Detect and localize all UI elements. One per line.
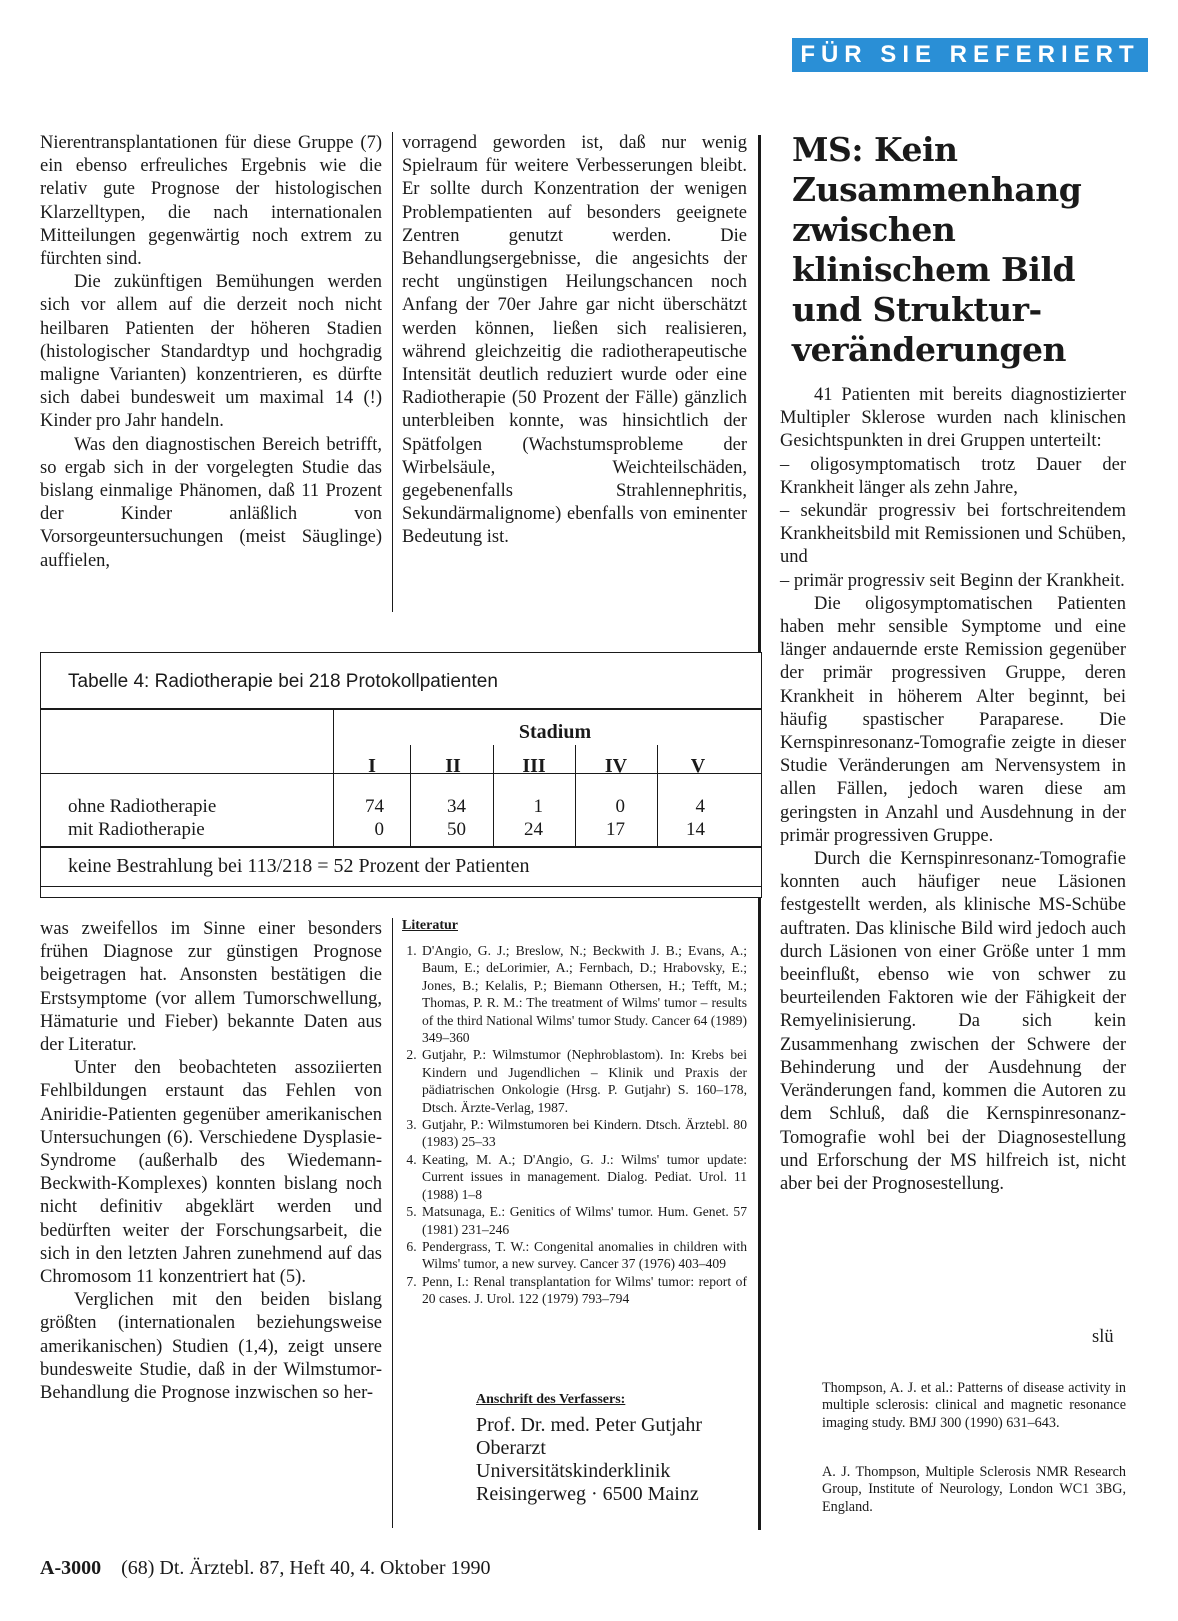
sidebar-headline: MS: Kein Zusammenhang zwischen klinischem Bild und Struktur-veränderungen [792,130,1082,369]
table-row-label: mit Radiotherapie [68,819,205,840]
table-cell: 24 [524,819,543,840]
table-column-header: IV [604,755,628,777]
table-rule [41,886,761,887]
table-column-header: II [445,755,461,777]
table-rule [41,708,761,710]
page-number: A-3000 [40,1557,102,1579]
paragraph: Was den diagnostischen Bereich betrifft, so ergab sich in der vorgelegten Studie das bislang einmalige Phänomen, daß 11 Prozent der Kinder anläßlich von Vorsorgeuntersuchungen (meist Säuglinge) auffielen, [40,434,382,571]
table-column-rule [493,745,494,846]
table-column-rule [575,745,576,846]
table-column-header: V [690,755,706,777]
literature-item: 1. D'Angio, G. J.; Breslow, N.; Beckwith J. B.; Evans, A.; Baum, E.; deLorimier, A.; Fernbach, D.; Hrabovsky, E.; Jones, B.; Kelalis, P.; Biemann Othersen, H.; Tefft, M.; Thomas, P. R. M.: The treatment of Wilms' tumor – results of the third National Wilms' tumor Study. Cancer 64 (1989) 349–360 [420,942,747,1046]
paragraph: Die oligosymptomatischen Patienten haben mehr sensible Symptome und eine länger andauernde erste Remission gegenüber der primär progressiven Gruppe, deren Krankheit in höherem Alter beginnt, bei häufig spastischer Paraparese. Die Kernspinresonanz-Tomografie zeigte in dieser Studie Veränderungen am Nervensystem in allen Fällen, jedoch waren diese am geringsten in Anzahl und Ausdehnung in der primär progressiven Gruppe. [780,593,1126,846]
page-footer [40,1557,490,1580]
column-divider [392,918,393,1528]
table-title: Tabelle 4: Radiotherapie bei 218 Protokollpatienten [68,671,498,692]
literature-heading: Literatur [402,918,458,933]
table-cell: 34 [447,796,466,817]
table-column-header: III [522,755,546,777]
list-item: – sekundär progressiv bei fortschreitendem Krankheitsbild mit Remissionen und Schüben, und [780,501,1126,568]
table-cell: 0 [374,819,384,840]
author-address [476,1414,756,1506]
literature-item: 2. Gutjahr, P.: Wilmstumor (Nephroblastom). In: Krebs bei Kindern und Jugendlichen – Klinik und Praxis der pädiatrischen Onkologie (Hrsg. P. Gutjahr) S. 160–178, Dtsch. Ärzte-Verlag, 1987. [420,1046,747,1116]
table-footer: keine Bestrahlung bei 113/218 = 52 Prozent der Patienten [68,855,530,877]
table-column-rule [333,710,334,846]
table-cell: 0 [615,796,625,817]
journal-citation: (68) Dt. Ärztebl. 87, Heft 40, 4. Oktober 1990 [121,1557,491,1579]
literature-item: 5. Matsunaga, E.: Genitics of Wilms' tumor. Hum. Genet. 57 (1981) 231–246 [420,1203,747,1238]
paragraph: 41 Patienten mit bereits diagnostizierter Multipler Sklerose wurden nach klinischen Gesichtspunkten in drei Gruppen unterteilt: [780,385,1126,452]
table-column-rule [410,745,411,846]
list-item: – primär progressiv seit Beginn der Krankheit. [780,570,1125,591]
column-2-top [402,132,747,550]
paragraph: Nierentransplantationen für diese Gruppe (7) ein ebenso erfreuliches Ergebnis wie die relativ gute Prognose der histologischen Klarzelltypen, die nach internationalen Mitteilungen gegenwärtig noch extrem zu fürchten sind. [40,133,382,270]
column-1-bottom [40,918,382,1405]
table-group-header: Stadium [518,721,592,743]
table-column-rule [657,745,658,846]
table-cell: 74 [365,796,384,817]
paragraph: Durch die Kernspinresonanz-Tomografie konnten auch häufiger neue Läsionen festgestellt werden, als klinische MS-Schübe auftraten. Das klinische Bild wird jedoch auch durch Läsionen von einer Größe unter 1 mm beeinflußt, ebenso wie von schwer zu beurteilenden Faktoren wie der Fähigkeit der Remyelinisierung. Da sich kein Zusammenhang zwischen der Schwere der Behinderung und der Ausdehnung der Veränderungen fand, kommen die Autoren zu dem Schluß, daß die Kernspinresonanz-Tomografie wohl bei der Diagnosestellung und Erforschung der MS hilfreich ist, nicht aber bei der Prognosestellung. [780,849,1126,1194]
table-cell: 14 [686,819,705,840]
address-line: Prof. Dr. med. Peter Gutjahr [476,1414,703,1436]
sidebar-reference: A. J. Thompson, Multiple Sclerosis NMR Research Group, Institute of Neurology, London WC1 3BG, England. [822,1464,1126,1515]
literature-item: 7. Penn, I.: Renal transplantation for Wilms' tumor: report of 20 cases. J. Urol. 122 (1979) 793–794 [420,1273,747,1308]
address-heading: Anschrift des Verfassers: [476,1392,626,1407]
column-1-top [40,132,382,573]
paragraph: vorragend geworden ist, daß nur wenig Spielraum für weitere Verbesserungen bleibt. Er sollte durch Konzentration der wenigen Problempatienten auf besonders geeignete Zentren genutzt werden. Die Behandlungsergebnisse, die angesichts der recht ungünstigen Heilungschancen noch Anfang der 70er Jahre gar nicht überschätzt werden können, ließen sich realisieren, während gleichzeitig die radiotherapeutische Intensität deutlich reduziert wurde oder eine Radiotherapie (50 Prozent der Fälle) gänzlich unterbleiben konnte, was hinsichtlich der Spätfolgen (Wachstumsprobleme der Wirbelsäule, Weichteilschäden, gegebenenfalls Strahlennephritis, Sekundärmalignome) ebenfalls von eminenter Bedeutung ist. [402,133,747,548]
address-line: Reisingerweg · 6500 Mainz [476,1483,699,1505]
sidebar-body [780,384,1126,1196]
literature-item: 4. Keating, M. A.; D'Angio, G. J.: Wilms' tumor update: Current issues in management. Dialog. Pediat. Urol. 11 (1988) 1–8 [420,1151,747,1203]
paragraph: Die zukünftigen Bemühungen werden sich vor allem auf die derzeit noch nicht heilbaren Patienten der höheren Stadien (histologischer Standardtyp und hochgradig maligne Varianten) konzentrieren, es dürfte sich dabei bundesweit um maximal 14 (!) Kinder pro Jahr handeln. [40,272,382,432]
column-divider [392,132,393,612]
table-cell: 50 [447,819,466,840]
address-line: Oberarzt [476,1437,546,1459]
literature-list [402,942,747,1308]
paragraph: Unter den beobachteten assoziierten Fehlbildungen erstaunt das Fehlen von Aniridie-Patienten gegenüber amerikanischen Untersuchungen (6). Verschiedene Dysplasie-Syndrome (außerhalb des Wiedemann-Beckwith-Komplexes) konnten bislang noch nicht definitiv abgeklärt werden und bedürften weiter der Forschungsarbeit, die sich in den letzten Jahren zunehmend auf das Chromosom 11 konzentriert hat (5). [40,1058,382,1288]
literature-item: 3. Gutjahr, P.: Wilmstumoren bei Kindern. Dtsch. Ärztebl. 80 (1983) 25–33 [420,1116,747,1151]
author-signature: slü [1092,1327,1114,1347]
paragraph: Verglichen mit den beiden bislang größten (internationalen beziehungsweise amerikanischen) Studien (1,4), zeigt unsere bundesweite Studie, daß in der Wilmstumor-Behandlung die Prognose inzwischen so her- [40,1290,382,1404]
table-cell: 4 [695,796,705,817]
section-banner: FÜR SIE REFERIERT [792,38,1148,72]
table-row-label: ohne Radiotherapie [68,796,217,817]
table-cell: 1 [533,796,543,817]
paragraph: was zweifellos im Sinne einer besonders frühen Diagnose zur günstigen Prognose beigetragen hat. Ansonsten bestätigen die Erstsymptome (vor allem Tumorschwellung, Hämaturie und Fieber) bekannte Daten aus der Literatur. [40,919,382,1056]
table-column-header: I [368,755,376,777]
literature-item: 6. Pendergrass, T. W.: Congenital anomalies in children with Wilms' tumor, a new survey. Cancer 37 (1976) 403–409 [420,1238,747,1273]
table-rule [41,846,761,848]
sidebar-reference: Thompson, A. J. et al.: Patterns of disease activity in multiple sclerosis: clinical and magnetic resonance imaging study. BMJ 300 (1990) 631–643. [822,1380,1126,1431]
list-item: – oligosymptomatisch trotz Dauer der Krankheit länger als zehn Jahre, [780,454,1126,498]
table-cell: 17 [606,819,625,840]
address-line: Universitätskinderklinik [476,1460,671,1482]
